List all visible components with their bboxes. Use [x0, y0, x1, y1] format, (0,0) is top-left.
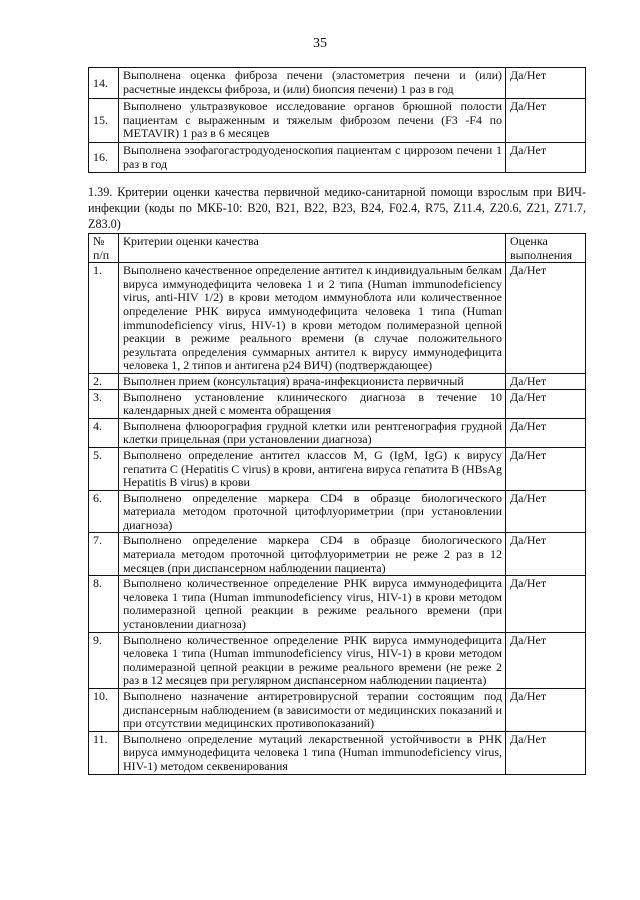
- table-header-row: [89, 234, 586, 263]
- criterion-text: Выполнено определение маркера CD4 в образце биологического материала методом проточной цитофлуориметрии (при установлении диагноза): [119, 490, 506, 533]
- row-number: 5.: [89, 447, 119, 490]
- criterion-text: Выполнена эзофагогастродуоденоскопия пациентам с циррозом печени 1 раз в год: [119, 143, 506, 173]
- evaluation-value: Да/Нет: [506, 143, 586, 173]
- page-number: 35: [313, 36, 327, 51]
- evaluation-value: Да/Нет: [506, 99, 586, 143]
- row-number: 16.: [89, 143, 119, 173]
- table-row: [89, 389, 586, 418]
- row-number: 8.: [89, 576, 119, 632]
- criterion-text: Выполнено количественное определение РНК вируса иммунодефицита человека 1 типа (Human immunodeficiency virus, HIV-1) в крови методом полимеразной цепной реакции в режиме реального времени (не реже 2 раз в 12 месяцев при регулярном диспансерном наблюдении пациента): [119, 632, 506, 688]
- evaluation-value: Да/Нет: [506, 689, 586, 732]
- evaluation-value: Да/Нет: [506, 731, 586, 774]
- table-row: [89, 731, 586, 774]
- table-row: [89, 576, 586, 632]
- row-number: 2.: [89, 373, 119, 389]
- criterion-text: Выполнена флюорография грудной клетки или рентгенография грудной клетки прицельная (при установлении диагноза): [119, 418, 506, 447]
- table-row: [89, 490, 586, 533]
- criterion-text: Выполнено определение антител классов M, G (IgM, IgG) к вирусу гепатита C (Hepatitis C virus) в крови, антигена вируса гепатита B (HBsAg Hepatitis B virus) в крови: [119, 447, 506, 490]
- row-number: 6.: [89, 490, 119, 533]
- table-row: [89, 99, 586, 143]
- table-row: [89, 373, 586, 389]
- row-number: 4.: [89, 418, 119, 447]
- evaluation-value: Да/Нет: [506, 447, 586, 490]
- criterion-text: Выполнено определение маркера CD4 в образце биологического материала методом проточной цитофлуориметрии не реже 2 раз в 12 месяцев (при диспансерном наблюдении пациента): [119, 533, 506, 576]
- row-number: 11.: [89, 731, 119, 774]
- section-heading: 1.39. Критерии оценки качества первичной медико-санитарной помощи взрослым при ВИЧ-инфекции (коды по МКБ-10: B20, B21, B22, B23, B24, F02.4, R75, Z11.4, Z20.6, Z21, Z71.7, Z83.0): [88, 185, 586, 231]
- evaluation-value: Да/Нет: [506, 373, 586, 389]
- table-row: [89, 689, 586, 732]
- table-row: [89, 632, 586, 688]
- evaluation-value: Да/Нет: [506, 68, 586, 99]
- criterion-text: Выполнено назначение антиретровирусной терапии состоящим под диспансерным наблюдением (в зависимости от медицинских показаний и при отсутствии медицинских противопоказаний): [119, 689, 506, 732]
- evaluation-value: Да/Нет: [506, 418, 586, 447]
- table-row: [89, 263, 586, 374]
- criterion-text: Выполнено ультразвуковое исследование органов брюшной полости пациентам с выраженным и тяжелым фиброзом печени (F3 -F4 по METAVIR) 1 раз в 6 месяцев: [119, 99, 506, 143]
- row-number: 15.: [89, 99, 119, 143]
- row-number: 10.: [89, 689, 119, 732]
- table-row: [89, 447, 586, 490]
- criterion-text: Выполнено количественное определение РНК вируса иммунодефицита человека 1 типа (Human immunodeficiency virus, HIV-1) в крови методом полимеразной цепной реакции в режиме реального времени (при установлении диагноза): [119, 576, 506, 632]
- table-row: [89, 68, 586, 99]
- criterion-text: Выполнено установление клинического диагноза в течение 10 календарных дней с момента обращения: [119, 389, 506, 418]
- table-row: [89, 533, 586, 576]
- row-number: 1.: [89, 263, 119, 374]
- criterion-text: Выполнен прием (консультация) врача-инфекциониста первичный: [119, 373, 506, 389]
- table-row: [89, 143, 586, 173]
- criterion-text: Выполнено определение мутаций лекарственной устойчивости в РНК вируса иммунодефицита человека 1 типа (Human immunodeficiency virus, HIV-1) методом секвенирования: [119, 731, 506, 774]
- row-number: 7.: [89, 533, 119, 576]
- criterion-text: Выполнена оценка фиброза печени (эластометрия печени и (или) расчетные индексы фиброза, и (или) биопсия печени) 1 раз в год: [119, 68, 506, 99]
- row-number: 3.: [89, 389, 119, 418]
- evaluation-value: Да/Нет: [506, 389, 586, 418]
- quality-criteria-table: [88, 233, 586, 775]
- table-row: [89, 418, 586, 447]
- evaluation-value: Да/Нет: [506, 490, 586, 533]
- criterion-text: Выполнено качественное определение антител к индивидуальным белкам вируса иммунодефицита человека 1 и 2 типа (Human immunodeficiency virus, anti-HIV 1/2) в крови методом иммуноблота или количественное определение РНК вируса иммунодефицита человека 1 типа (Human immunodeficiency virus, HIV-1) в крови методом полимеразной цепной реакции в режиме реального времени (в случае положительного результата определения суммарных антител к вирусу иммунодефицита человека 1, 2 типов и антигена р24 ВИЧ) (подтверждающее): [119, 263, 506, 374]
- header-evaluation: Оценка выполнения: [506, 234, 586, 263]
- row-number: 14.: [89, 68, 119, 99]
- evaluation-value: Да/Нет: [506, 263, 586, 374]
- evaluation-value: Да/Нет: [506, 576, 586, 632]
- row-number: 9.: [89, 632, 119, 688]
- continued-criteria-table: [88, 67, 586, 173]
- header-number: № п/п: [89, 234, 119, 263]
- header-criterion: Критерии оценки качества: [119, 234, 506, 263]
- evaluation-value: Да/Нет: [506, 632, 586, 688]
- evaluation-value: Да/Нет: [506, 533, 586, 576]
